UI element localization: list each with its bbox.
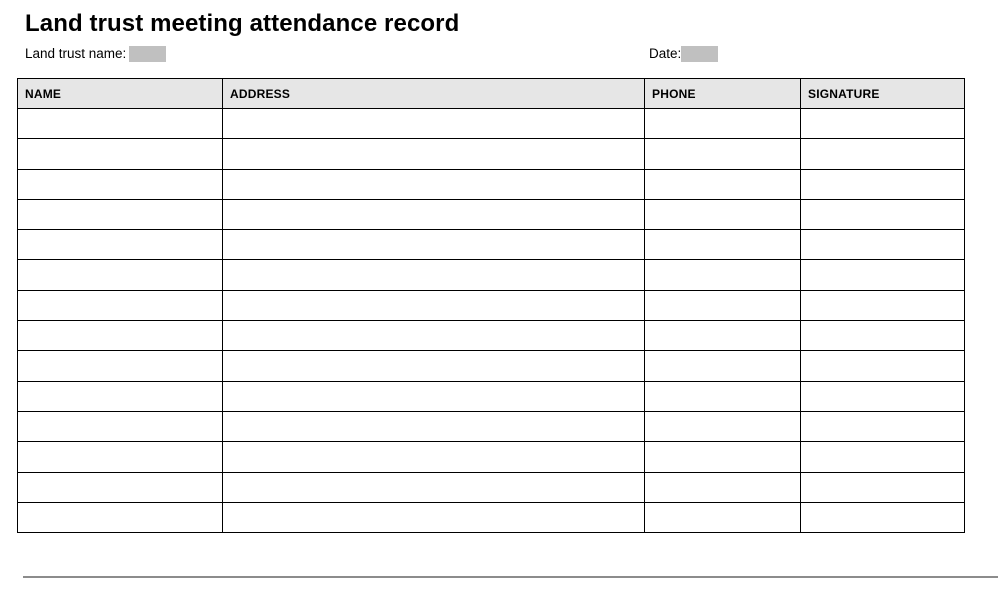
address-cell[interactable] bbox=[223, 109, 645, 139]
column-header-address: ADDRESS bbox=[223, 79, 645, 109]
address-cell[interactable] bbox=[223, 139, 645, 169]
address-cell[interactable] bbox=[223, 290, 645, 320]
phone-cell[interactable] bbox=[645, 260, 801, 290]
name-cell[interactable] bbox=[18, 230, 223, 260]
table-row bbox=[18, 109, 965, 139]
signature-cell[interactable] bbox=[801, 109, 965, 139]
date-label: Date: bbox=[649, 46, 682, 61]
name-cell[interactable] bbox=[18, 351, 223, 381]
signature-cell[interactable] bbox=[801, 139, 965, 169]
name-cell[interactable] bbox=[18, 260, 223, 290]
land-trust-name-label: Land trust name: bbox=[25, 46, 127, 61]
phone-cell[interactable] bbox=[645, 381, 801, 411]
footer-divider bbox=[23, 576, 998, 578]
table-row bbox=[18, 230, 965, 260]
table-row bbox=[18, 411, 965, 441]
address-cell[interactable] bbox=[223, 230, 645, 260]
phone-cell[interactable] bbox=[645, 472, 801, 502]
phone-cell[interactable] bbox=[645, 502, 801, 532]
address-cell[interactable] bbox=[223, 351, 645, 381]
signature-cell[interactable] bbox=[801, 411, 965, 441]
address-cell[interactable] bbox=[223, 502, 645, 532]
phone-cell[interactable] bbox=[645, 230, 801, 260]
address-cell[interactable] bbox=[223, 411, 645, 441]
signature-cell[interactable] bbox=[801, 290, 965, 320]
name-cell[interactable] bbox=[18, 199, 223, 229]
signature-cell[interactable] bbox=[801, 502, 965, 532]
table-row bbox=[18, 290, 965, 320]
name-cell[interactable] bbox=[18, 381, 223, 411]
page-title: Land trust meeting attendance record bbox=[25, 10, 460, 37]
table-row bbox=[18, 169, 965, 199]
phone-cell[interactable] bbox=[645, 290, 801, 320]
signature-cell[interactable] bbox=[801, 442, 965, 472]
phone-cell[interactable] bbox=[645, 411, 801, 441]
land-trust-name-field[interactable] bbox=[129, 46, 166, 62]
address-cell[interactable] bbox=[223, 381, 645, 411]
phone-cell[interactable] bbox=[645, 321, 801, 351]
signature-cell[interactable] bbox=[801, 351, 965, 381]
table-row bbox=[18, 472, 965, 502]
address-cell[interactable] bbox=[223, 260, 645, 290]
phone-cell[interactable] bbox=[645, 351, 801, 381]
phone-cell[interactable] bbox=[645, 199, 801, 229]
name-cell[interactable] bbox=[18, 411, 223, 441]
signature-cell[interactable] bbox=[801, 381, 965, 411]
table-row bbox=[18, 351, 965, 381]
name-cell[interactable] bbox=[18, 109, 223, 139]
address-cell[interactable] bbox=[223, 321, 645, 351]
attendance-rows bbox=[18, 109, 965, 533]
name-cell[interactable] bbox=[18, 139, 223, 169]
address-cell[interactable] bbox=[223, 442, 645, 472]
table-row bbox=[18, 260, 965, 290]
address-cell[interactable] bbox=[223, 169, 645, 199]
name-cell[interactable] bbox=[18, 290, 223, 320]
signature-cell[interactable] bbox=[801, 230, 965, 260]
table-row bbox=[18, 321, 965, 351]
phone-cell[interactable] bbox=[645, 109, 801, 139]
column-header-name: NAME bbox=[18, 79, 223, 109]
name-cell[interactable] bbox=[18, 321, 223, 351]
address-cell[interactable] bbox=[223, 199, 645, 229]
table-row bbox=[18, 139, 965, 169]
signature-cell[interactable] bbox=[801, 169, 965, 199]
signature-cell[interactable] bbox=[801, 321, 965, 351]
signature-cell[interactable] bbox=[801, 472, 965, 502]
table-row bbox=[18, 199, 965, 229]
name-cell[interactable] bbox=[18, 442, 223, 472]
signature-cell[interactable] bbox=[801, 199, 965, 229]
phone-cell[interactable] bbox=[645, 139, 801, 169]
name-cell[interactable] bbox=[18, 502, 223, 532]
attendance-table bbox=[17, 78, 965, 533]
table-header-row bbox=[18, 79, 965, 109]
column-header-signature: SIGNATURE bbox=[801, 79, 965, 109]
date-field[interactable] bbox=[681, 46, 718, 62]
signature-cell[interactable] bbox=[801, 260, 965, 290]
phone-cell[interactable] bbox=[645, 442, 801, 472]
address-cell[interactable] bbox=[223, 472, 645, 502]
table-row bbox=[18, 502, 965, 532]
table-row bbox=[18, 381, 965, 411]
column-header-phone: PHONE bbox=[645, 79, 801, 109]
name-cell[interactable] bbox=[18, 472, 223, 502]
phone-cell[interactable] bbox=[645, 169, 801, 199]
name-cell[interactable] bbox=[18, 169, 223, 199]
table-row bbox=[18, 442, 965, 472]
